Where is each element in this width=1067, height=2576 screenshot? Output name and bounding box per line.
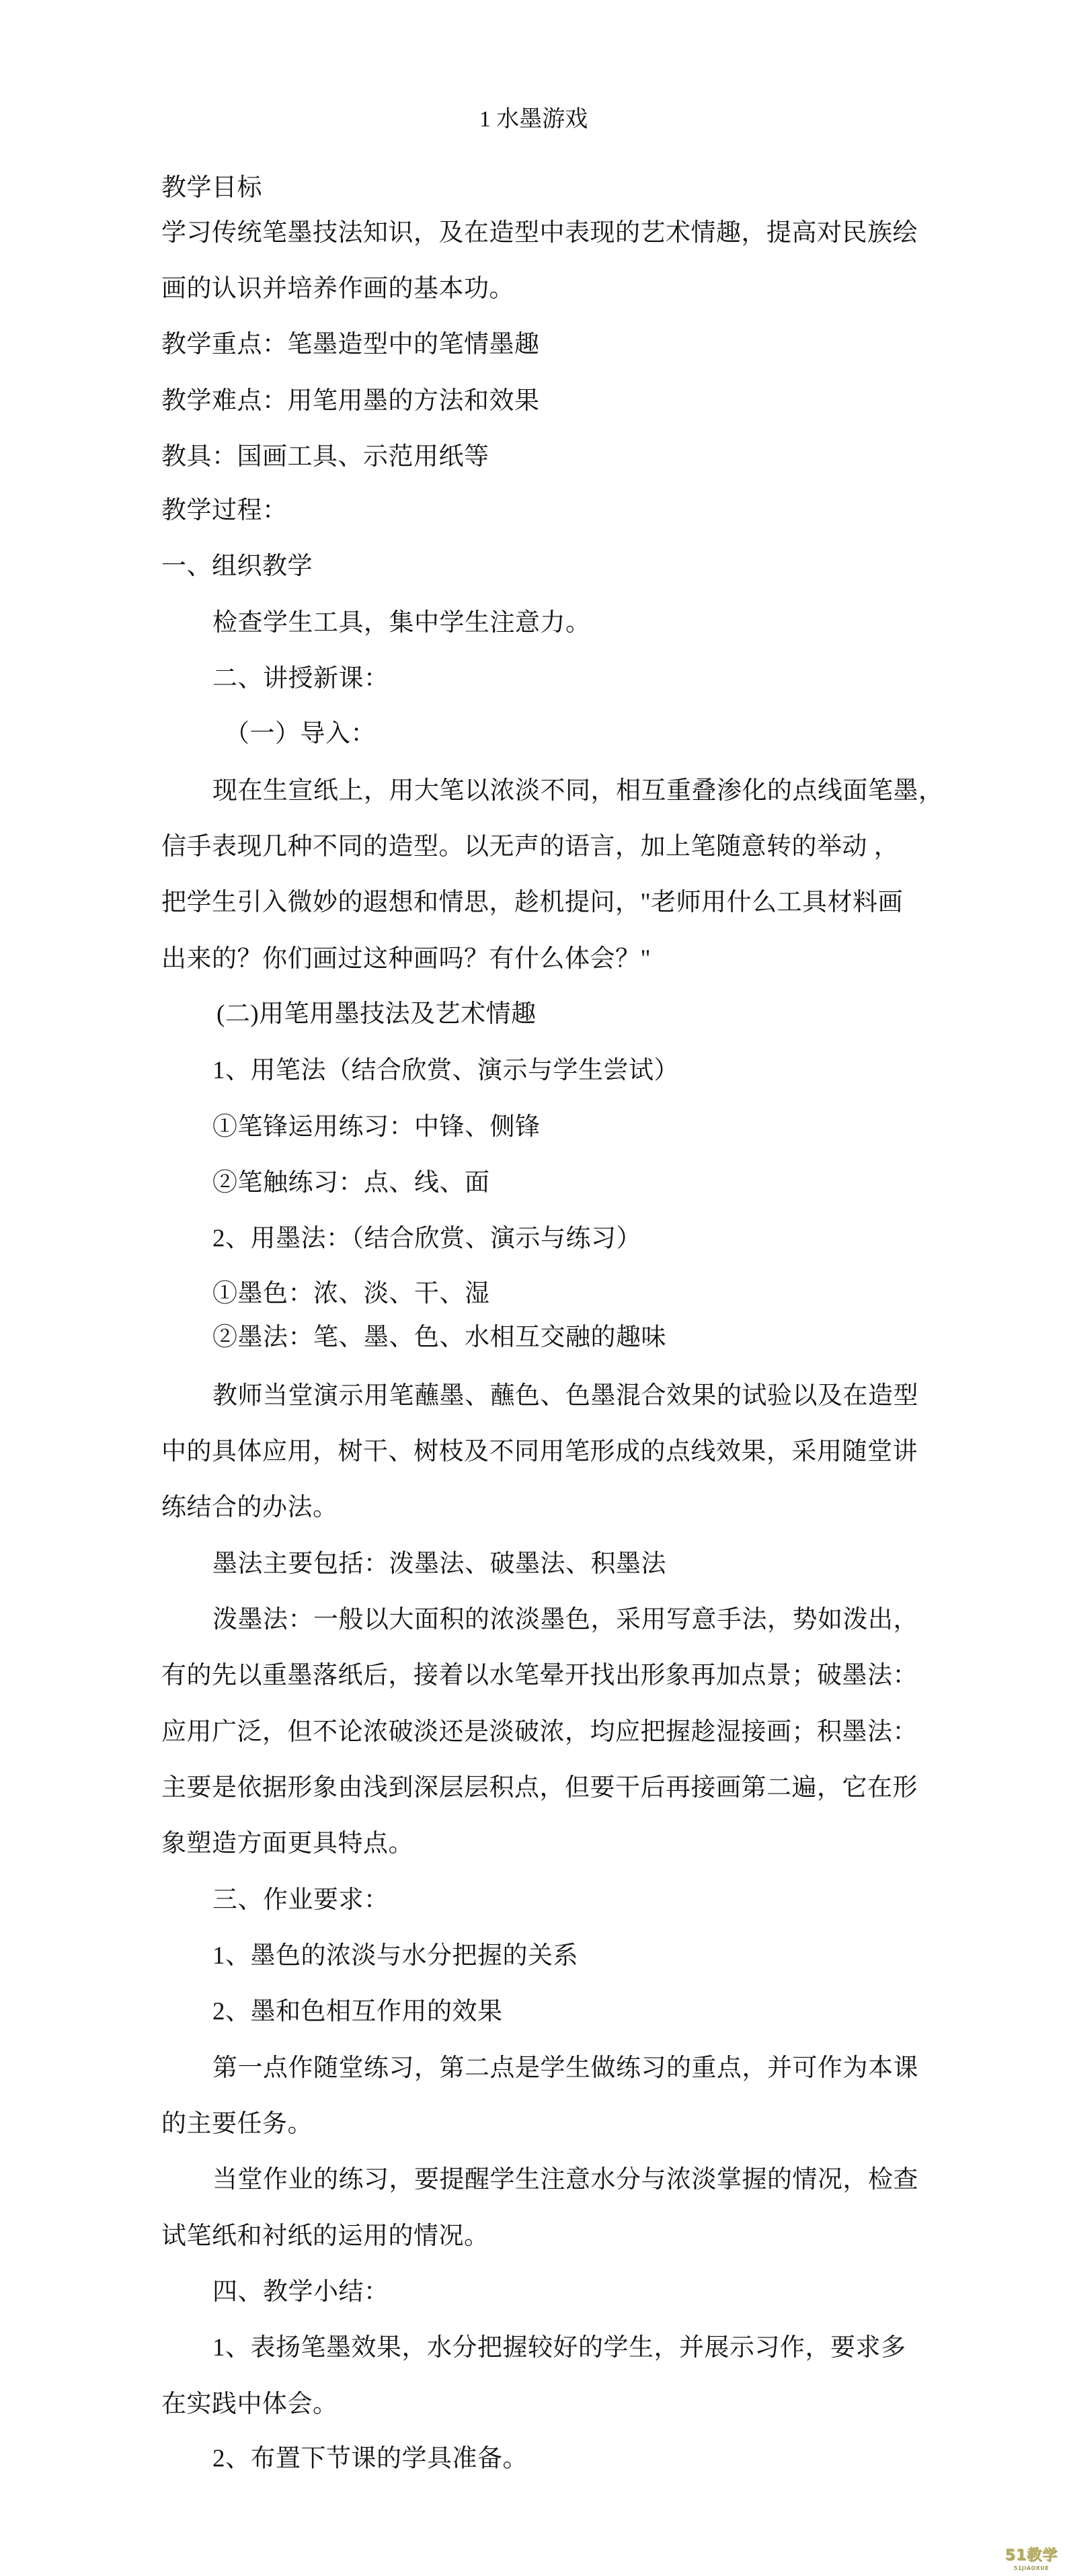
list-item: ①笔锋运用练习：中锋、侧锋 — [212, 1113, 541, 1141]
paragraph-line: 出来的？你们画过这种画吗？有什么体会？" — [161, 945, 651, 973]
list-item: 1、墨色的浓淡与水分把握的关系 — [212, 1942, 578, 1970]
list-item: 2、墨和色相互作用的效果 — [212, 1998, 503, 2025]
section-heading: 四、教学小结： — [212, 2278, 389, 2306]
paragraph-line: 墨法主要包括：泼墨法、破墨法、积墨法 — [212, 1550, 666, 1578]
objectives-paragraph-line: 学习传统笔墨技法知识，及在造型中表现的艺术情趣，提高对民族绘 — [161, 219, 918, 247]
paragraph-line: 当堂作业的练习，要提醒学生注意水分与浓淡掌握的情况，检查 — [212, 2166, 918, 2193]
paragraph-line: 象塑造方面更具特点。 — [161, 1830, 413, 1857]
paragraph-line: 第一点作随堂练习，第二点是学生做练习的重点，并可作为本课 — [212, 2054, 918, 2082]
watermark-logo-subtext: 51JIAOXUE — [1013, 2565, 1050, 2571]
objectives-paragraph-line: 画的认识并培养作画的基本功。 — [161, 275, 514, 303]
paragraph-line: 中的具体应用，树干、树枝及不同用笔形成的点线效果，采用随堂讲 — [161, 1438, 918, 1465]
difficulty-line: 教学难点：用笔用墨的方法和效果 — [161, 387, 540, 415]
objectives-heading: 教学目标 — [161, 174, 262, 202]
list-item: 2、布置下节课的学具准备。 — [212, 2445, 528, 2472]
list-item: ①墨色：浓、淡、干、湿 — [212, 1280, 490, 1307]
paragraph-line: 试笔纸和衬纸的运用的情况。 — [161, 2222, 489, 2250]
list-item: ②墨法：笔、墨、色、水相互交融的趣味 — [212, 1324, 666, 1351]
paragraph-line: 检查学生工具，集中学生注意力。 — [212, 609, 591, 637]
document-title: 1 水墨游戏 — [479, 107, 588, 132]
list-item: 1、用笔法（结合欣赏、演示与学生尝试） — [212, 1057, 679, 1084]
watermark-logo — [996, 2546, 1066, 2576]
list-item: ②笔触练习：点、线、面 — [212, 1169, 490, 1197]
paragraph-line: 现在生宣纸上，用大笔以浓淡不同，相互重叠渗化的点线面笔墨， — [212, 777, 944, 805]
paragraph-line: 练结合的办法。 — [161, 1494, 338, 1521]
section-heading: 二、讲授新课： — [212, 665, 389, 692]
section-heading: 三、作业要求： — [212, 1886, 389, 1914]
watermark-logo-text: 51教学 — [1004, 2547, 1058, 2564]
paragraph-line: 泼墨法：一般以大面积的浓淡墨色，采用写意手法，势如泼出， — [212, 1606, 918, 1634]
subsection-heading: (二)用笔用墨技法及艺术情趣 — [216, 1000, 537, 1028]
teaching-aids-line: 教具：国画工具、示范用纸等 — [161, 443, 489, 471]
paragraph-line: 把学生引入微妙的遐想和情思，趁机提问，"老师用什么工具材料画 — [161, 889, 904, 916]
paragraph-line: 应用广泛，但不论浓破淡还是淡破浓，均应把握趁湿接画；积墨法： — [161, 1718, 918, 1746]
section-heading: 一、组织教学 — [161, 553, 313, 580]
paragraph-line: 主要是依据形象由浅到深层层积点，但要干后再接画第二遍，它在形 — [161, 1774, 918, 1802]
paragraph-line: 的主要任务。 — [161, 2110, 313, 2138]
key-point-line: 教学重点：笔墨造型中的笔情墨趣 — [161, 331, 540, 358]
list-item: 2、用墨法：（结合欣赏、演示与练习） — [212, 1225, 641, 1252]
subsection-heading: （一）导入： — [225, 720, 376, 748]
list-item: 1、表扬笔墨效果，水分把握较好的学生，并展示习作，要求多 — [212, 2334, 906, 2362]
paragraph-line: 在实践中体会。 — [161, 2390, 338, 2418]
paragraph-line: 信手表现几种不同的造型。以无声的语言，加上笔随意转的举动 ， — [161, 833, 900, 860]
paragraph-line: 教师当堂演示用笔蘸墨、蘸色、色墨混合效果的试验以及在造型 — [212, 1382, 918, 1410]
process-heading: 教学过程： — [161, 497, 288, 524]
paragraph-line: 有的先以重墨落纸后，接着以水笔晕开找出形象再加点景；破墨法： — [161, 1662, 918, 1689]
